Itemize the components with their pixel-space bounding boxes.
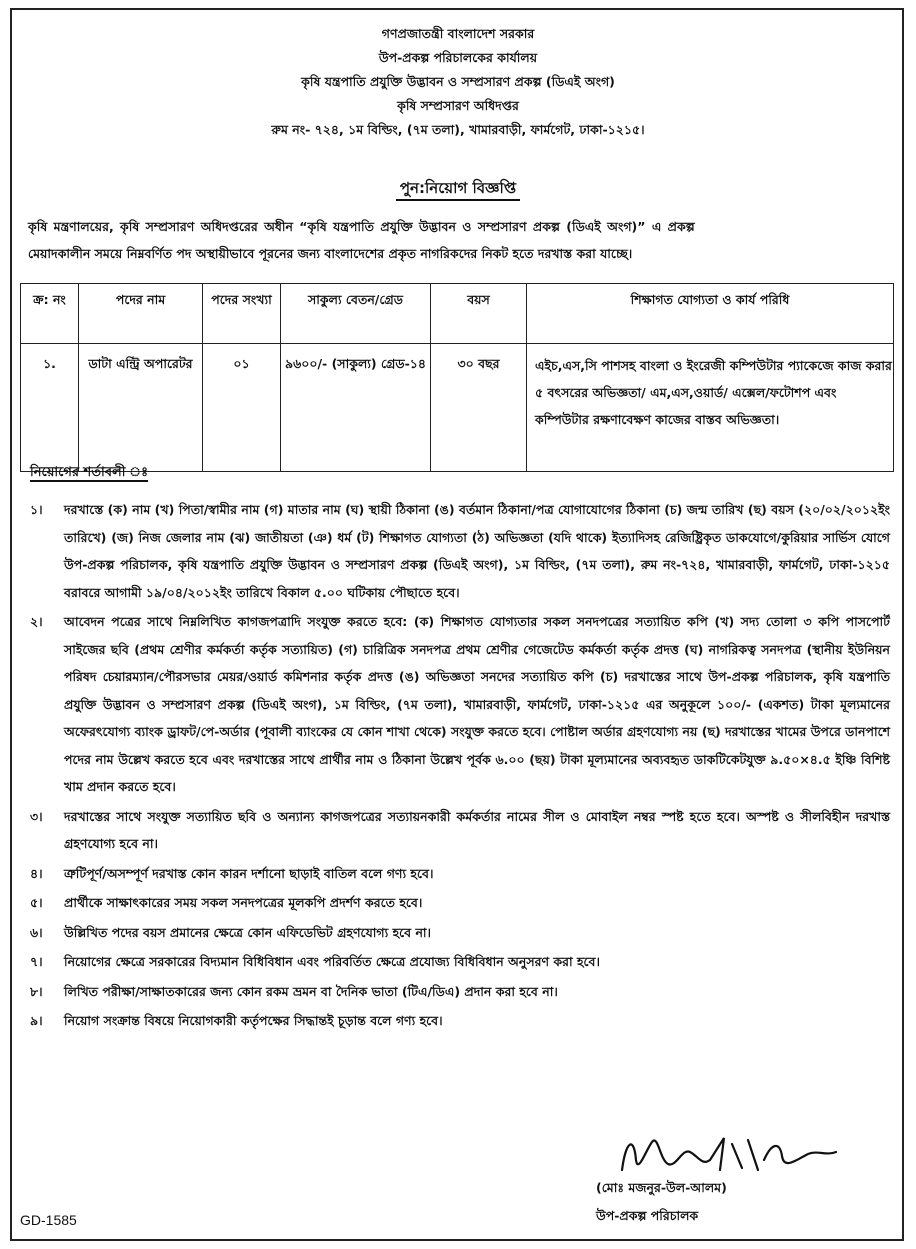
condition-item (24, 803, 890, 858)
header-address: রুম নং- ৭২৪, ১ম বিল্ডিং, (৭ম তলা), খামারবাড়ী, ফার্মগেট, ঢাকা-১২১৫। (271, 122, 645, 137)
cell-post: ডাটা এন্ট্রি অপারেটর (79, 344, 203, 472)
condition-item (24, 608, 890, 801)
col-header-count: পদের সংখ্যা (203, 284, 281, 344)
table-header-row (21, 284, 894, 344)
header-project: কৃষি যন্ত্রপাতি প্রযুক্তি উদ্ভাবন ও সম্প্রসারণ প্রকল্প (ডিএই অংগ) (301, 74, 615, 89)
signatory-designation: উপ-প্রকল্প পরিচালক (596, 1208, 699, 1223)
cell-age: ৩০ বছর (431, 344, 527, 472)
notice-title (0, 177, 916, 202)
condition-text: নিয়োগের ক্ষেত্রে সরকারের বিদ্যমান বিধিবিধান এবং পরিবর্তিত ক্ষেত্রে প্রযোজ্য বিধিবিধান অনুসরণ করা হবে। (64, 954, 600, 969)
intro-paragraph (28, 213, 890, 267)
terms-heading-text: নিয়োগের শর্তাবলী ঃ (30, 465, 149, 480)
col-header-sl: ক্র: নং (21, 284, 79, 344)
condition-item (24, 948, 890, 976)
condition-number: ২। (30, 614, 43, 629)
col-header-post: পদের নাম (79, 284, 203, 344)
condition-number: ৮। (30, 983, 43, 999)
col-header-age: বয়স (431, 284, 527, 344)
cell-qualification: এইচ,এস,সি পাশসহ বাংলা ও ইংরেজী কম্পিউটার প্যাকেজে কাজ করার ৫ বৎসরের অভিজ্ঞতা/ এম,এস,ওয়ার্ড/ এক্সেল/ফটোশপ এবং কম্পিউটার রক্ষণাবেক্ষণ কাজের বাস্তব অভিজ্ঞতা। (527, 344, 894, 472)
condition-text: উল্লিখিত পদের বয়স প্রমানের ক্ষেত্রে কোন এফিডেভিট গ্রহণযোগ্য হবে না। (64, 924, 432, 940)
condition-number: ৬। (30, 924, 43, 940)
condition-number: ১। (30, 502, 43, 517)
condition-text: আবেদন পত্রের সাথে নিম্নলিখিত কাগজপত্রাদি সংযুক্ত করতে হবে: (ক) শিক্ষাগত যোগ্যতার সকল সনদপত্রের সত্যায়িত কপি (খ) সদ্য তোলা ৩ কপি পাসপোর্ট সাইজের ছবি (প্রথম শ্রেণীর কর্মকর্তা কর্তৃক সত্যায়িত) (গ) চারিত্রিক সনদপত্র প্রথম শ্রেণীর গেজেটেড কর্মকর্তা কর্তৃক প্রদত্ত (ঘ) নাগরিকত্ব সনদপত্র (স্থানীয় ইউনিয়ন পরিষদ চেয়ারম্যান/পৌরসভার মেয়র/ওয়ার্ড কমিশনার কর্তৃক প্রদত্ত (ঙ) অভিজ্ঞতা সনদের সত্যায়িত কপি (চ) দরখাস্তের সাথে উপ-প্রকল্প পরিচালক, কৃষি যন্ত্রপাতি প্রযুক্তি উদ্ভাবন ও সম্প্রসারণ প্রকল্প (ডিএই অংগ), ১ম বিল্ডিং, (৭ম তলা), খামারবাড়ী, ফার্মগেট, ঢাকা-১২১৫ এর অনুকূলে ১০০/- (একশত) টাকা মূল্যমানের অফেরৎযোগ্য ব্যাংক ড্রাফট/পে-অর্ডার (পূবালী ব্যাংকের যে কোন শাখা থেকে) সংযুক্ত করতে হবে। পোষ্টাল অর্ডার গ্রহণযোগ্য নয় (ছ) দরখাস্তের খামের উপরে ডানপাশে পদের নাম উল্লেখ করতে হবে এবং দরখাস্তের সাথে প্রার্থীর নাম ও ঠিকানা উল্লেখ পূর্বক ৬.০০ (ছয়) টাকা মূল্যমানের অব্যবহৃত ডাকটিকেটযুক্ত ৯.৫০×৪.৫ ইঞ্চি বিশিষ্ট খাম প্রদান করতে হবে। (64, 614, 890, 794)
condition-number: ৫। (30, 895, 43, 910)
condition-text: দরখাস্তে (ক) নাম (খ) পিতা/স্বামীর নাম (গ) মাতার নাম (ঘ) স্থায়ী ঠিকানা (ঙ) বর্তমান ঠিকানা/পত্র যোগাযোগের ঠিকানা (চ) জন্ম তারিখ (ছ) বয়স (২০/০২/২০১২ইং তারিখে) (জ) নিজ জেলার নাম (ঝ) জাতীয়তা (ঞ) ধর্ম (ট) শিক্ষাগত যোগ্যতা (ঠ) অভিজ্ঞতা (যদি থাকে) ইত্যাদিসহ রেজিষ্ট্রিকৃত ডাকযোগে/কুরিয়ার সার্ভিস যোগে উপ-প্রকল্প পরিচালক, কৃষি যন্ত্রপাতি প্রযুক্তি উদ্ভাবন ও সম্প্রসারণ প্রকল্প (ডিএই অংগ), ১ম বিল্ডিং, (৭ম তলা), রুম নং-৭২৪, খামারবাড়ী, ফার্মগেট, ঢাকা-১২১৫ বরাবরে আগামী ১৯/০৪/২০১২ইং তারিখে বিকাল ৫.০০ ঘটিকায় পৌছাতে হবে। (64, 502, 890, 600)
condition-text: নিয়োগ সংক্রান্ত বিষয়ে নিয়োগকারী কর্তৃপক্ষের সিদ্ধান্তই চূড়ান্ত বলে গণ্য হবে। (64, 1013, 443, 1028)
signature-scrawl (612, 1130, 842, 1180)
condition-text: দরখাস্তের সাথে সংযুক্ত সত্যায়িত ছবি ও অন্যান্য কাগজপত্রের সত্যায়নকারী কর্মকর্তার নামের সীল ও মোবাইল নম্বর স্পষ্ট হতে হবে। অস্পষ্ট ও সীলবিহীন দরখাস্ত গ্রহণযোগ্য হবে না। (64, 808, 890, 851)
intro-line-2: মেয়াদকালীন সময়ে নিম্নবর্ণিত পদ অস্থায়ীভাবে পূরনের জন্য বাংলাদেশের প্রকৃত নাগরিকদের নিকট হতে দরখাস্ত করা যাচ্ছে। (28, 246, 633, 261)
header-office: উপ-প্রকল্প পরিচালকের কার্যালয় (378, 50, 538, 65)
condition-item (24, 919, 890, 947)
condition-item (24, 496, 890, 606)
col-header-salary: সাকুল্য বেতন/গ্রেড (281, 284, 431, 344)
condition-text: ত্রুটিপূর্ণ/অসম্পূর্ণ দরখাস্ত কোন কারন দর্শানো ছাড়াই বাতিল বলে গণ্য হবে। (64, 865, 434, 881)
table-row (21, 344, 894, 472)
condition-text: প্রার্থীকে সাক্ষাৎকারের সময় সকল সনদপত্রের মূলকপি প্রদর্শণ করতে হবে। (64, 895, 423, 910)
cell-count: ০১ (203, 344, 281, 472)
terms-heading (30, 463, 148, 484)
condition-item (24, 889, 890, 917)
office-header (0, 22, 916, 142)
cell-sl: ১. (21, 344, 79, 472)
reference-code: GD-1585 (20, 1212, 77, 1228)
post-table (20, 283, 894, 472)
conditions-list (24, 496, 890, 1037)
condition-text: লিখিত পরীক্ষা/সাক্ষাতকারের জন্য কোন রকম ভ্রমন বা দৈনিক ভাতা (টিএ/ডিএ) প্রদান করা হবে না। (64, 983, 558, 999)
condition-item (24, 860, 890, 888)
notice-title-text: পুন:নিয়োগ বিজ্ঞপ্তি (396, 179, 520, 201)
col-header-qualification: শিক্ষাগত যোগ্যতা ও কার্য পরিধি (527, 284, 894, 344)
intro-line-1: কৃষি মন্ত্রণালয়ের, কৃষি সম্প্রসারণ অধিদপ্তরের অধীন “কৃষি যন্ত্রপাতি প্রযুক্তি উদ্ভাবন ও সম্প্রসারণ প্রকল্প (ডিএই অংগ)” এ প্রকল্প (28, 219, 695, 234)
condition-number: ৪। (30, 865, 43, 881)
signatory-name: (মোঃ মজনুর-উল-আলম) (596, 1180, 727, 1195)
condition-item (24, 1007, 890, 1035)
condition-item (24, 978, 890, 1006)
cell-salary: ৯৬০০/- (সাকুল্য) গ্রেড-১৪ (281, 344, 431, 472)
header-department: কৃষি সম্প্রসারণ অধিদপ্তর (397, 98, 519, 113)
header-government: গণপ্রজাতন্ত্রী বাংলাদেশ সরকার (381, 26, 535, 41)
condition-number: ৭। (30, 954, 43, 969)
condition-number: ৯। (30, 1013, 43, 1028)
condition-number: ৩। (30, 808, 43, 824)
